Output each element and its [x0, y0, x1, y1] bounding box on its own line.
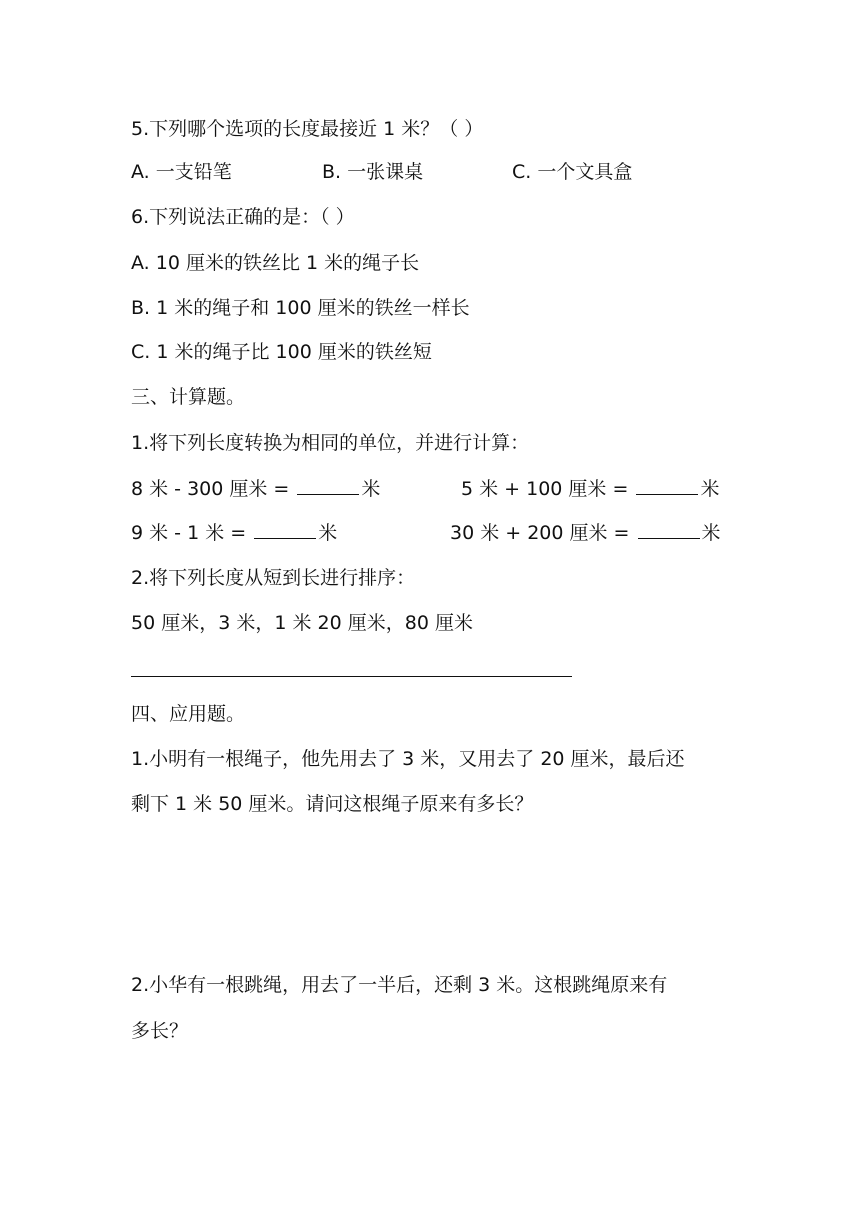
section-4-question-2-line-1: 2.小华有一根跳绳，用去了一半后，还剩 3 米。这根跳绳原来有 [131, 974, 668, 996]
calc-item-3 [131, 520, 337, 545]
section-3-title: 三、计算题。 [131, 386, 246, 408]
question-6-option-b: B. 1 米的绳子和 100 厘米的铁丝一样长 [131, 297, 470, 319]
section-3-question-1-stem: 1.将下列长度转换为相同的单位，并进行计算： [131, 432, 530, 454]
answer-blank[interactable] [254, 520, 316, 539]
calc-expression: 8 米 - 300 厘米 = [131, 478, 296, 500]
calc-item-2 [461, 476, 719, 501]
answer-line[interactable] [131, 676, 572, 677]
section-4-title: 四、应用题。 [131, 703, 246, 725]
question-6-option-c: C. 1 米的绳子比 100 厘米的铁丝短 [131, 341, 432, 363]
answer-blank[interactable] [636, 476, 698, 495]
section-4-question-1-line-2: 剩下 1 米 50 厘米。请问这根绳子原来有多长？ [131, 793, 534, 815]
question-5-stem: 5.下列哪个选项的长度最接近 1 米？（ ） [131, 118, 484, 140]
calc-unit: 米 [700, 478, 720, 500]
section-4-question-2-line-2: 多长？ [131, 1020, 189, 1042]
calc-unit: 米 [318, 522, 338, 544]
section-3-question-2-stem: 2.将下列长度从短到长进行排序： [131, 567, 416, 589]
answer-blank[interactable] [638, 520, 700, 539]
question-5-option-a: A. 一支铅笔 [131, 161, 232, 183]
calc-item-4 [450, 520, 721, 545]
section-4-question-1-line-1: 1.小明有一根绳子，他先用去了 3 米，又用去了 20 厘米，最后还 [131, 748, 685, 770]
answer-blank[interactable] [297, 476, 359, 495]
calc-expression: 9 米 - 1 米 = [131, 522, 253, 544]
calc-expression: 5 米 + 100 厘米 = [461, 478, 635, 500]
calc-unit: 米 [361, 478, 381, 500]
question-5-option-b: B. 一张课桌 [322, 161, 424, 183]
calc-unit: 米 [701, 522, 721, 544]
question-6-option-a: A. 10 厘米的铁丝比 1 米的绳子长 [131, 252, 420, 274]
question-5-option-c: C. 一个文具盒 [512, 161, 633, 183]
question-6-stem: 6.下列说法正确的是：（ ） [131, 206, 355, 228]
calc-expression: 30 米 + 200 厘米 = [450, 522, 636, 544]
section-3-question-2-items: 50 厘米，3 米，1 米 20 厘米，80 厘米 [131, 612, 473, 634]
calc-item-1 [131, 476, 380, 501]
